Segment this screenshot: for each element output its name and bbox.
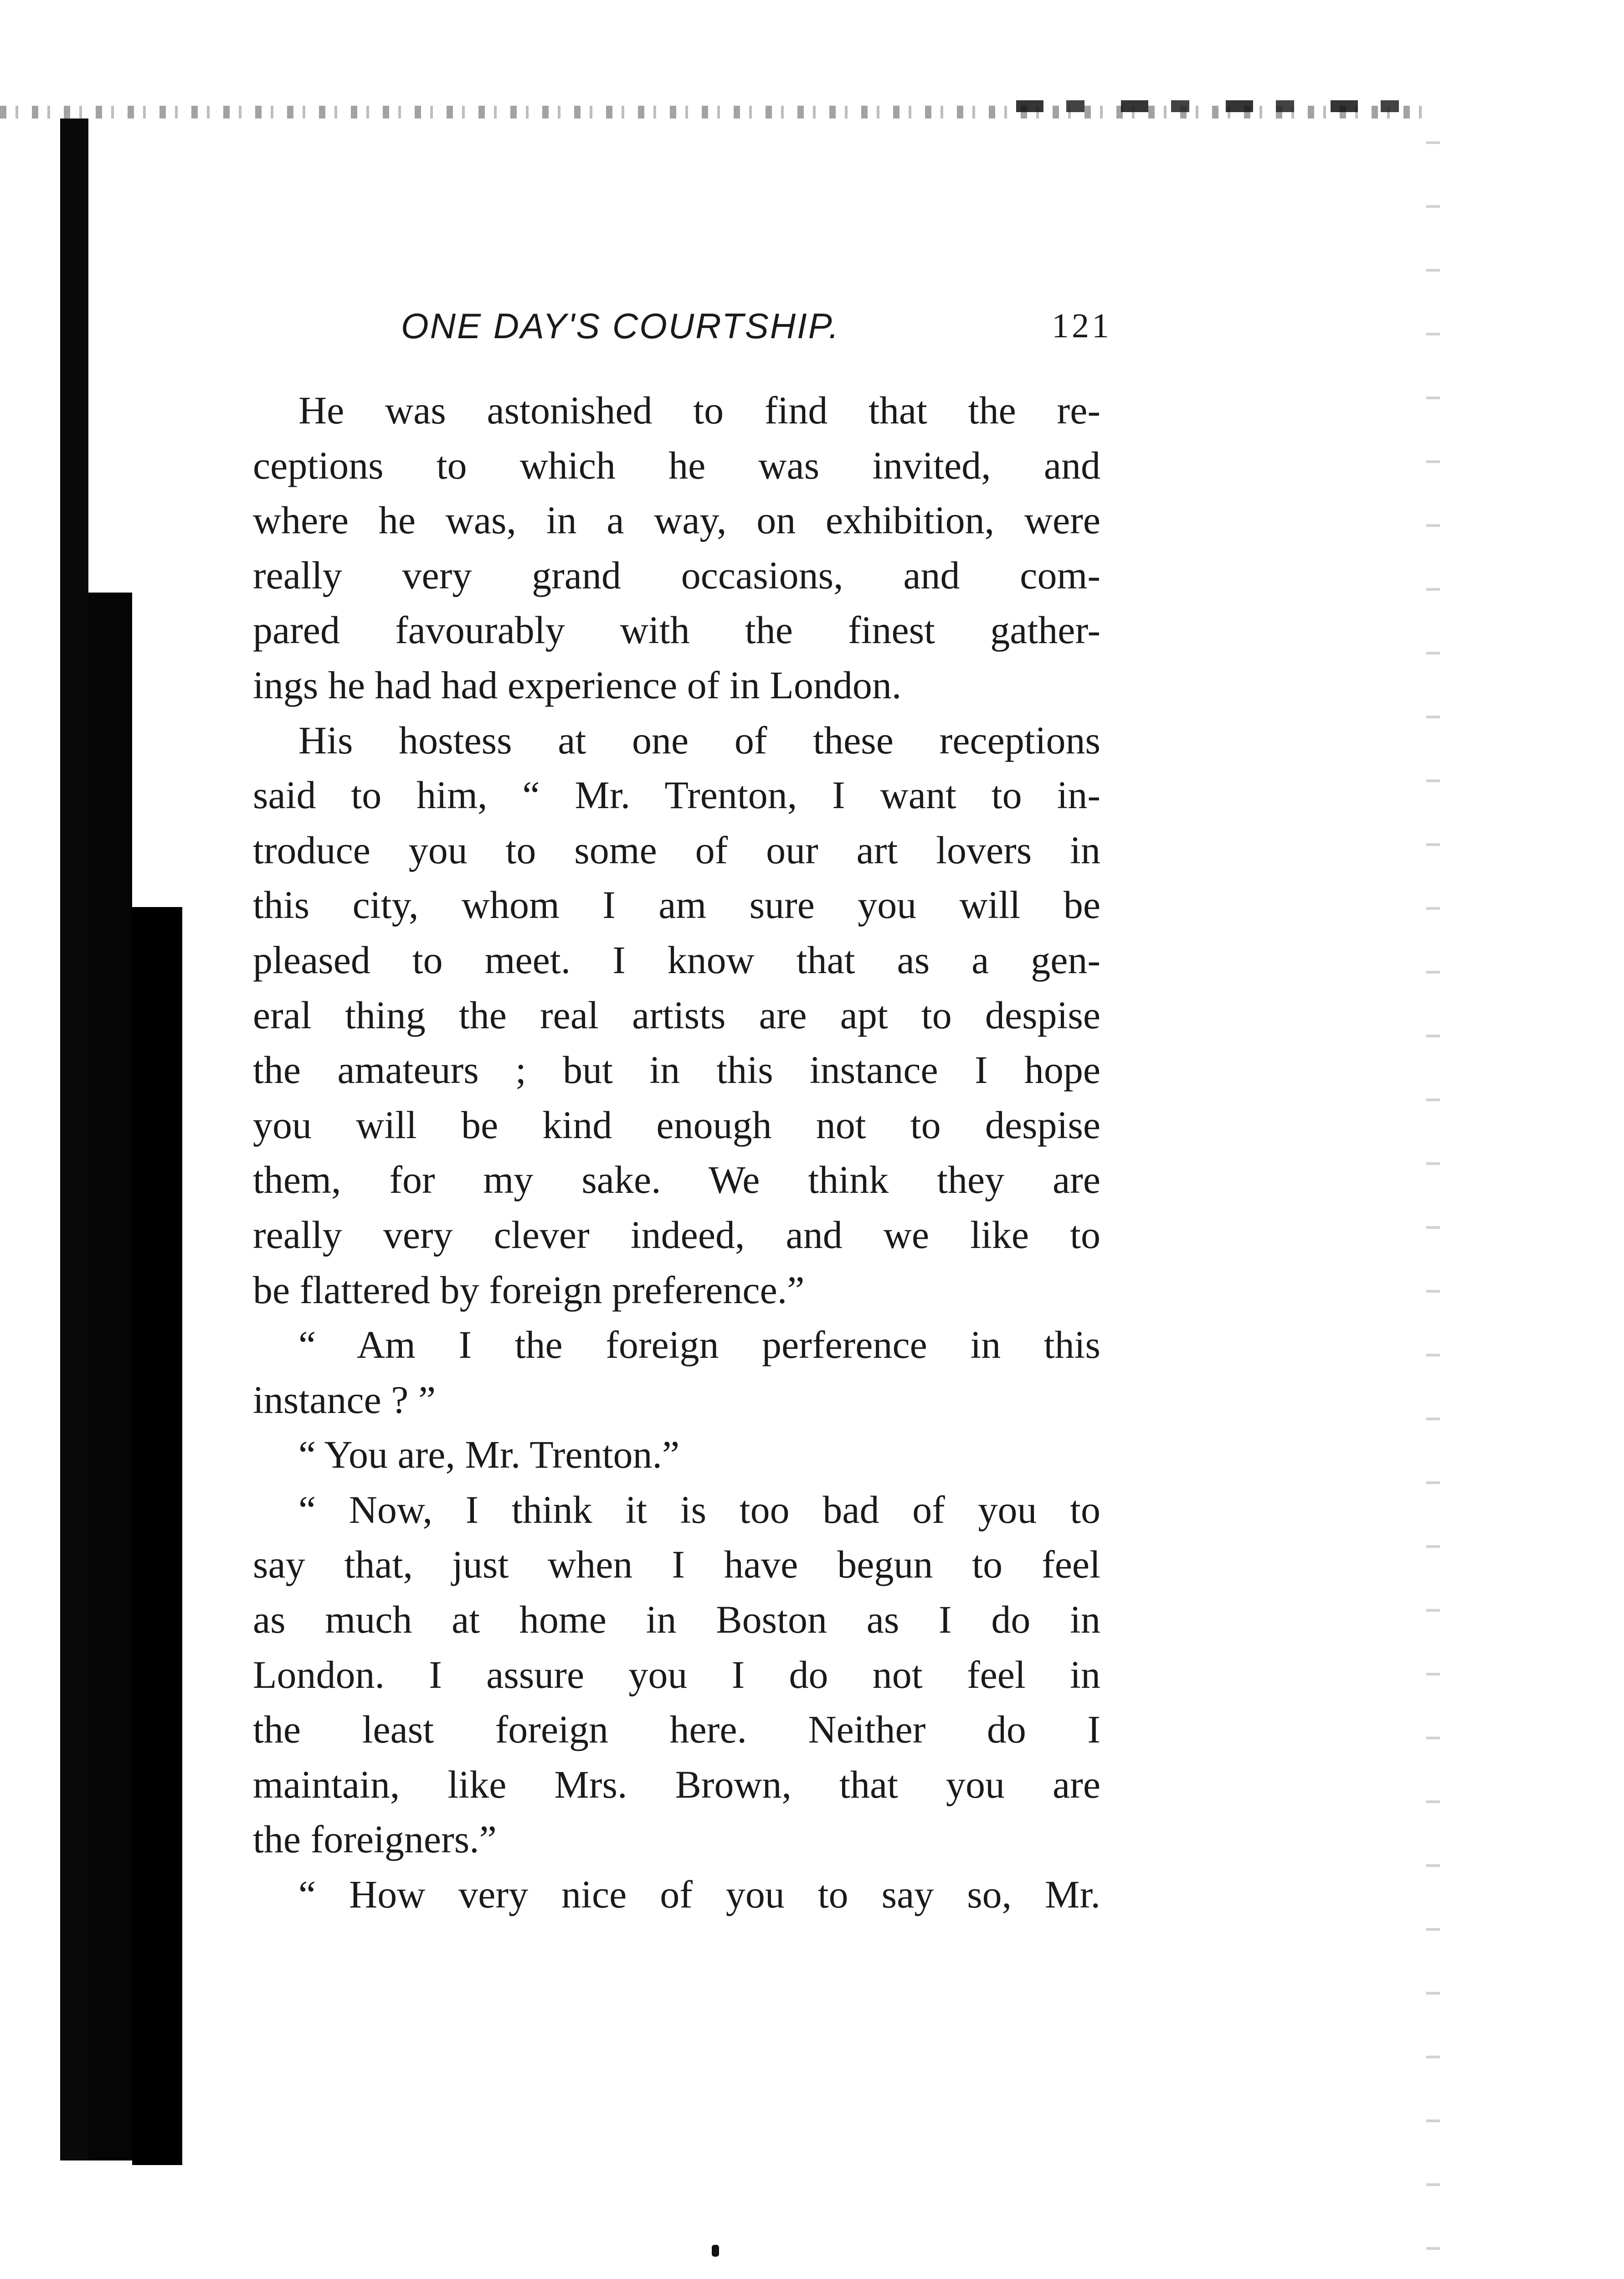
text-line: you will be kind enough not to despise [253,1103,1100,1147]
text-line: this city, whom I am sure you will be [253,883,1100,927]
text-line: ings he had had experience of in London. [253,663,902,707]
text-line: He was astonished to find that the re- [298,388,1100,432]
body-text [253,383,1100,1922]
text-line: eral thing the real artists are apt to despise [253,993,1100,1037]
running-title: ONE DAY'S COURTSHIP. [401,306,840,346]
text-line: the amateurs ; but in this instance I hope [253,1048,1100,1092]
scan-edge-marks [1016,100,1426,112]
text-line: them, for my sake. We think they are [253,1158,1100,1202]
text-line: “ How very nice of you to say so, Mr. [298,1872,1100,1917]
text-line: His hostess at one of these receptions [298,718,1100,762]
text-line: the least foreign here. Neither do I [253,1707,1100,1752]
binding-shadow-bar-lower [132,907,182,2165]
page-number: 121 [1052,307,1112,345]
text-line: maintain, like Mrs. Brown, that you are [253,1762,1100,1806]
text-line: London. I assure you I do not feel in [253,1652,1100,1696]
text-line: pleased to meet. I know that as a gen- [253,938,1100,982]
text-line: say that, just when I have begun to feel [253,1542,1100,1587]
text-line: “ Am I the foreign perference in this [298,1323,1100,1367]
scan-right-edge-noise [1426,114,1440,2256]
text-line: really very grand occasions, and com- [253,553,1100,597]
binding-shadow-bar [60,119,88,2160]
text-line: really very clever indeed, and we like to [253,1212,1100,1257]
ink-mark [712,2245,719,2257]
text-line: troduce you to some of our art lovers in [253,828,1100,872]
text-line: “ You are, Mr. Trenton.” [298,1433,680,1477]
text-line: “ Now, I think it is too bad of you to [298,1487,1100,1531]
text-line: said to him, “ Mr. Trenton, I want to in- [253,773,1100,817]
text-line: be flattered by foreign preference.” [253,1268,805,1312]
binding-shadow-bar-mid [88,593,132,2160]
text-line: instance ? ” [253,1377,436,1422]
text-line: as much at home in Boston as I do in [253,1598,1100,1642]
running-head [401,301,1112,351]
text-line: ceptions to which he was invited, and [253,443,1100,487]
text-line: where he was, in a way, on exhibition, were [253,498,1100,542]
text-line: the foreigners.” [253,1817,497,1861]
text-line: pared favourably with the finest gather- [253,608,1100,652]
